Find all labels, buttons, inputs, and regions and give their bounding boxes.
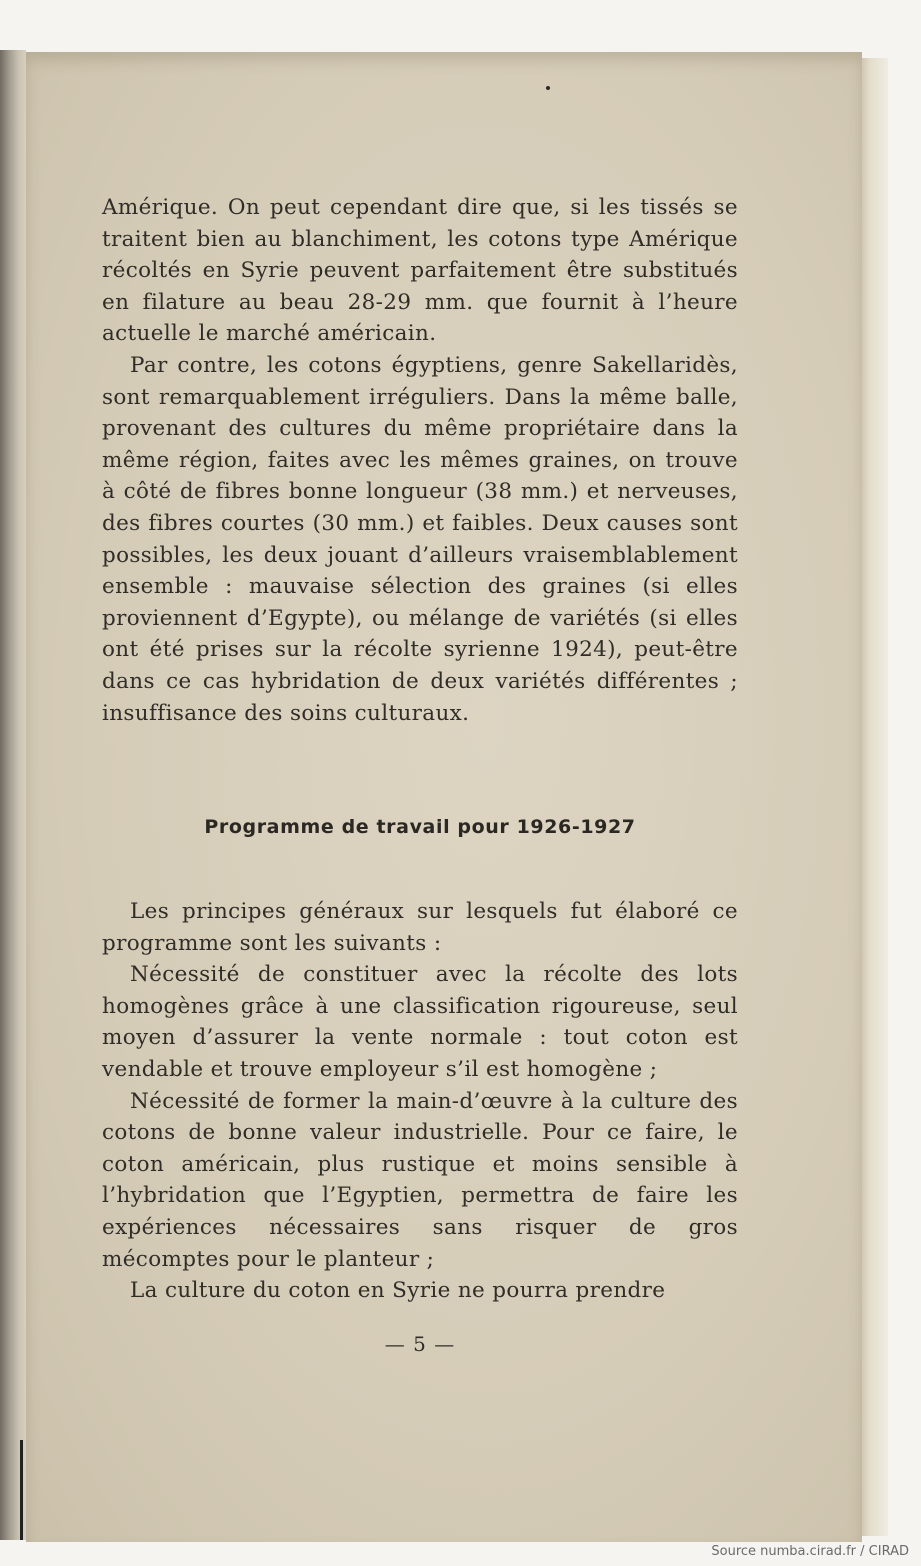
body-text-bottom [102,896,738,1307]
binding-shadow-line [20,1440,23,1540]
body-text-top [102,192,738,729]
book-page [26,52,862,1542]
paragraph-egyptian-cotton: Par contre, les cotons égyptiens, genre Sakellaridès, sont remarquablement irréguliers. Dans la même balle, provenant des cultures du même propriétaire dans la même région, faites avec les mêmes graines, on trouve à côté de fibres bonne longueur (38 mm.) et nerveuses, des fibres courtes (30 mm.) et faibles. Deux causes sont possibles, les deux jouant d’ailleurs vraisemblablement ensemble : mauvaise sélection des graines (si elles proviennent d’Egypte), ou mélange de variétés (si elles ont été prises sur la récolte syrienne 1924), peut-être dans ce cas hybridation de deux variétés différentes ; insuffisance des soins culturaux. [102,352,738,726]
book-binding-edge [0,50,26,1540]
section-heading: Programme de travail pour 1926-1927 [204,816,636,838]
paragraph-homogeneous-lots: Nécessité de constituer avec la récolte des lots homogènes grâce à une classification rigoureuse, seul moyen d’assurer la vente normale : tout coton est vendable et trouve employeur s’il est homogène ; [102,962,738,1082]
source-credit: Source numba.cirad.fr / CIRAD [711,1544,909,1559]
paragraph-labor-training: Nécessité de former la main-d’œuvre à la culture des cotons de bonne valeur industrielle. Pour ce faire, le coton américain, plus rustique et moins sensible à l’hybridation que l’Egyptien, permettra de faire les expériences nécessaires sans risquer de gros mécomptes pour le planteur ; [102,1088,738,1272]
page-number: — 5 — [384,1332,456,1356]
paragraph-continuation: Amérique. On peut cependant dire que, si les tissés se traitent bien au blanchiment, les cotons type Amérique récoltés en Syrie peuvent parfaitement être substitués en filature au beau 28-29 mm. que fournit à l’heure actuelle le marché américain. [102,195,738,347]
print-speck [546,86,550,90]
paragraph-principles-intro: Les principes généraux sur lesquels fut élaboré ce programme sont les suivants : [102,899,738,956]
page-fore-edge [858,58,888,1536]
paragraph-culture-syria: La culture du coton en Syrie ne pourra prendre [130,1278,666,1304]
